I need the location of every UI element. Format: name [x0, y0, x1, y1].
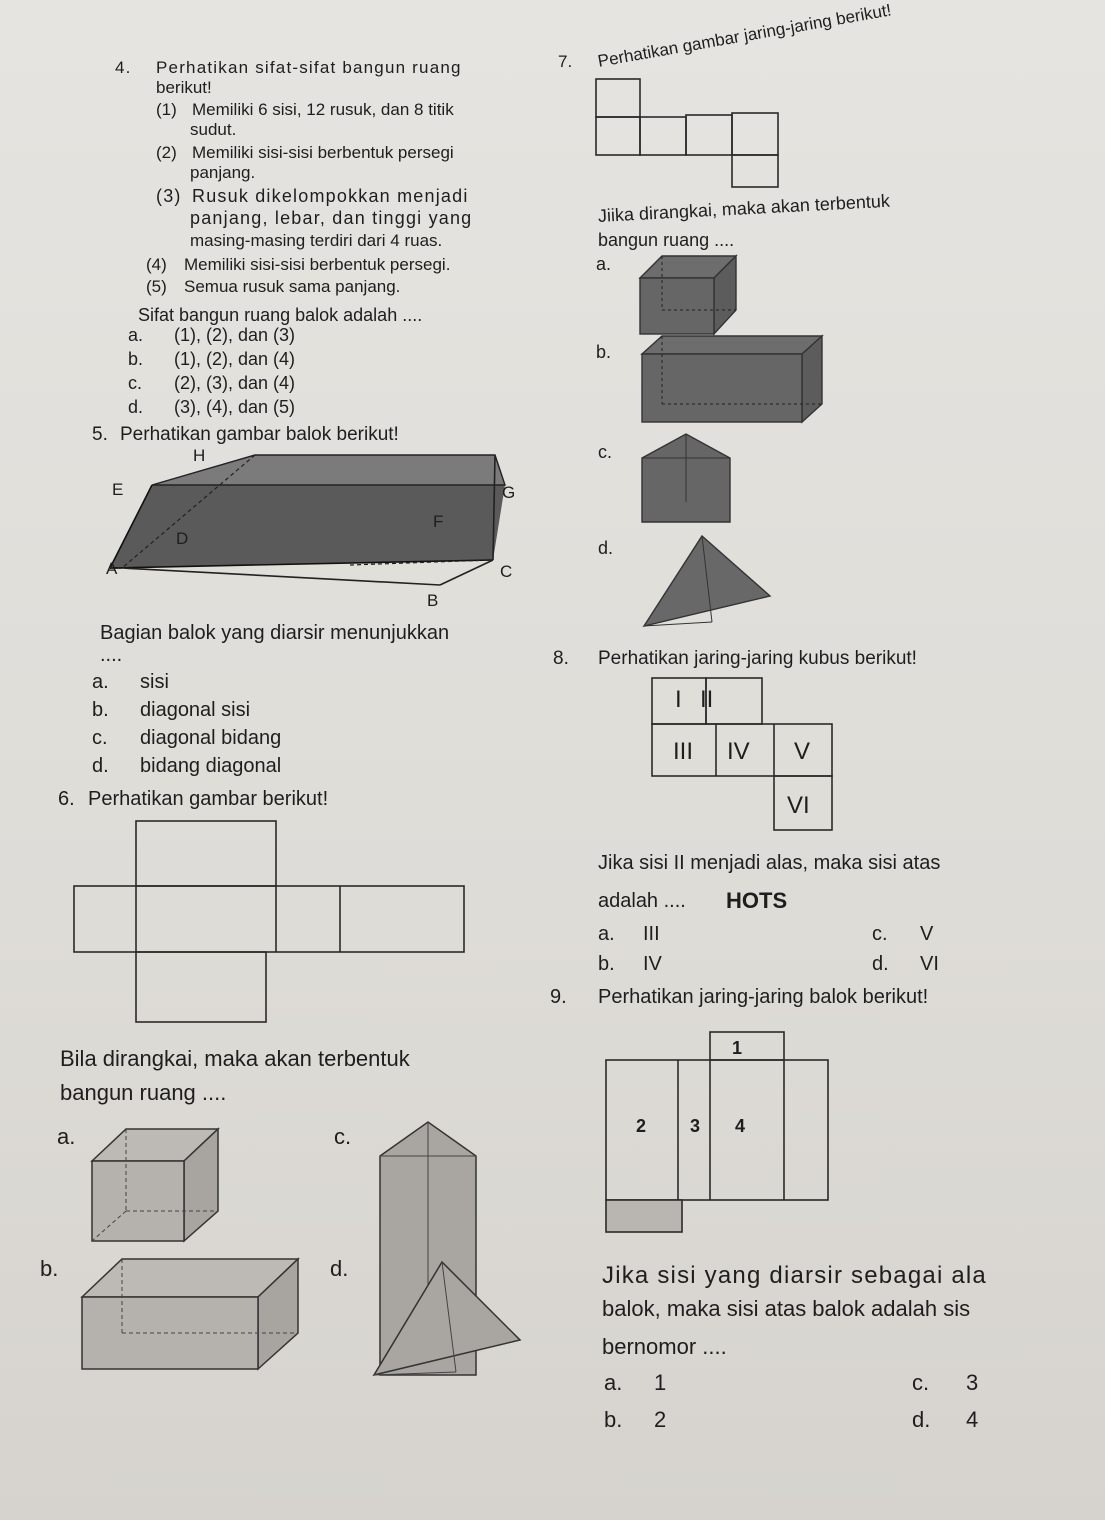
option-key[interactable]: c. [872, 923, 888, 945]
option-a-cube-icon[interactable] [88, 1125, 223, 1245]
option-text[interactable]: IV [643, 953, 662, 975]
option-key[interactable]: c. [912, 1370, 930, 1395]
question-prompt: Jiika dirangkai, maka akan terbentuk [597, 190, 891, 226]
question-prompt-cont: bernomor .... [602, 1334, 727, 1359]
question-prompt: Bila dirangkai, maka akan terbentuk [60, 1046, 410, 1071]
statement-number: (4) [146, 255, 167, 274]
net-face-label: V [794, 738, 811, 765]
option-key[interactable]: c. [128, 373, 143, 393]
option-text[interactable]: (1), (2), dan (4) [174, 349, 296, 369]
net-figure-q7 [590, 75, 790, 190]
option-text[interactable]: bidang diagonal [140, 755, 282, 777]
statement-text: panjang. [190, 163, 256, 182]
option-text[interactable]: 1 [654, 1370, 667, 1395]
option-key[interactable]: d. [912, 1407, 931, 1432]
question-number: 5. [92, 424, 108, 445]
option-text[interactable]: VI [920, 953, 939, 975]
option-key[interactable]: b. [604, 1407, 623, 1432]
vertex-label-h: H [193, 446, 206, 465]
question-number: 4. [115, 58, 132, 77]
option-d-pyramid-icon[interactable] [370, 1260, 525, 1380]
question-prompt: Bagian balok yang diarsir menunjukkan [100, 622, 450, 644]
question-prompt-cont: .... [100, 644, 123, 666]
option-text[interactable]: V [920, 923, 934, 945]
net-face-label: III [673, 738, 694, 765]
question-prompt: Jika sisi yang diarsir sebagai ala [602, 1262, 987, 1289]
option-text[interactable]: (1), (2), dan (3) [174, 325, 296, 345]
question-stem: Perhatikan sifat-sifat bangun ruang [156, 58, 462, 77]
question-stem: Perhatikan jaring-jaring balok berikut! [598, 986, 929, 1008]
question-number: 6. [58, 788, 75, 810]
vertex-label-g: G [502, 483, 516, 502]
option-d-pyramid-icon[interactable] [640, 534, 775, 629]
question-number: 7. [558, 52, 573, 71]
vertex-label-d: D [176, 529, 189, 548]
statement-text: Semua rusuk sama panjang. [184, 277, 401, 296]
question-prompt-cont: balok, maka sisi atas balok adalah sis [602, 1296, 971, 1321]
statement-text: masing-masing terdiri dari 4 ruas. [190, 231, 443, 250]
option-key[interactable]: a. [92, 671, 109, 693]
option-key[interactable]: c. [598, 442, 613, 462]
vertex-label-f: F [433, 512, 444, 531]
net-face-label: II [700, 686, 714, 713]
question-prompt-cont: bangun ruang .... [598, 230, 735, 250]
net-face-label: 2 [636, 1116, 647, 1136]
question-stem: Perhatikan gambar balok berikut! [120, 424, 399, 445]
question-prompt: Jika sisi II menjadi alas, maka sisi atas [598, 852, 941, 874]
option-key[interactable]: a. [57, 1124, 76, 1149]
statement-number: (3) [156, 186, 182, 206]
statement-text: Memiliki sisi-sisi berbentuk persegi [192, 143, 454, 162]
option-key[interactable]: b. [40, 1256, 59, 1281]
option-b-cuboid-icon[interactable] [78, 1255, 303, 1375]
option-key[interactable]: a. [128, 325, 144, 345]
question-number: 9. [550, 986, 567, 1008]
option-text[interactable]: 4 [966, 1407, 979, 1432]
option-text[interactable]: diagonal bidang [140, 727, 282, 749]
option-text[interactable]: (3), (4), dan (5) [174, 397, 296, 417]
statement-text: Memiliki sisi-sisi berbentuk persegi. [184, 255, 451, 274]
option-text[interactable]: 2 [654, 1407, 667, 1432]
statement-text: Rusuk dikelompokkan menjadi [192, 186, 469, 206]
question-number: 8. [553, 648, 569, 669]
vertex-label-c: C [500, 562, 513, 581]
net-face-label: VI [787, 792, 810, 819]
option-key[interactable]: a. [598, 923, 615, 945]
option-key[interactable]: b. [128, 349, 144, 369]
question-prompt: Sifat bangun ruang balok adalah .... [138, 305, 423, 325]
option-text[interactable]: sisi [140, 671, 169, 693]
vertex-label-e: E [112, 480, 124, 499]
shaded-plane [110, 485, 505, 568]
net-face-label: IV [727, 738, 750, 765]
statement-number: (1) [156, 100, 177, 119]
option-key[interactable]: a. [596, 254, 612, 274]
net-face-label: 4 [735, 1116, 746, 1136]
option-key[interactable]: d. [330, 1256, 349, 1281]
question-prompt-cont: bangun ruang .... [60, 1080, 227, 1105]
option-key[interactable]: d. [92, 755, 109, 777]
cuboid-shaded-figure [100, 445, 540, 620]
question-stem-cont: berikut! [156, 78, 212, 97]
question-stem: Perhatikan gambar berikut! [88, 788, 329, 810]
net-face-label: 3 [690, 1116, 701, 1136]
statement-number: (2) [156, 143, 177, 162]
option-text[interactable]: 3 [966, 1370, 979, 1395]
question-stem: Perhatikan gambar jaring-jaring berikut! [596, 0, 893, 71]
statement-text: sudut. [190, 120, 237, 139]
option-text[interactable]: diagonal sisi [140, 699, 251, 721]
option-text[interactable]: (2), (3), dan (4) [174, 373, 296, 393]
option-b-cuboid-icon[interactable] [638, 332, 828, 424]
vertex-label-a: A [106, 559, 118, 578]
option-key[interactable]: a. [604, 1370, 623, 1395]
question-stem: Perhatikan jaring-jaring kubus berikut! [598, 648, 917, 669]
option-key[interactable]: b. [92, 699, 109, 721]
option-key[interactable]: c. [92, 727, 108, 749]
vertex-label-b: B [427, 591, 439, 610]
question-prompt-cont: adalah .... [598, 890, 686, 912]
statement-number: (5) [146, 277, 167, 296]
net-face-label: 1 [732, 1038, 743, 1058]
hots-badge: HOTS [726, 888, 788, 913]
option-key[interactable]: d. [598, 538, 614, 558]
option-a-cube-icon[interactable] [636, 252, 741, 337]
option-c-prism-icon[interactable] [640, 432, 732, 527]
option-text[interactable]: III [643, 923, 660, 945]
option-key[interactable]: b. [596, 342, 612, 362]
option-key[interactable]: c. [334, 1124, 352, 1149]
statement-text: panjang, lebar, dan tinggi yang [190, 208, 473, 228]
option-key[interactable]: b. [598, 953, 615, 975]
option-key[interactable]: d. [872, 953, 889, 975]
shaded-base-face [606, 1200, 682, 1232]
statement-text: Memiliki 6 sisi, 12 rusuk, dan 8 titik [192, 100, 454, 119]
net-face-label: I [675, 686, 682, 713]
option-key[interactable]: d. [128, 397, 144, 417]
cube-net-figure [70, 815, 470, 1030]
